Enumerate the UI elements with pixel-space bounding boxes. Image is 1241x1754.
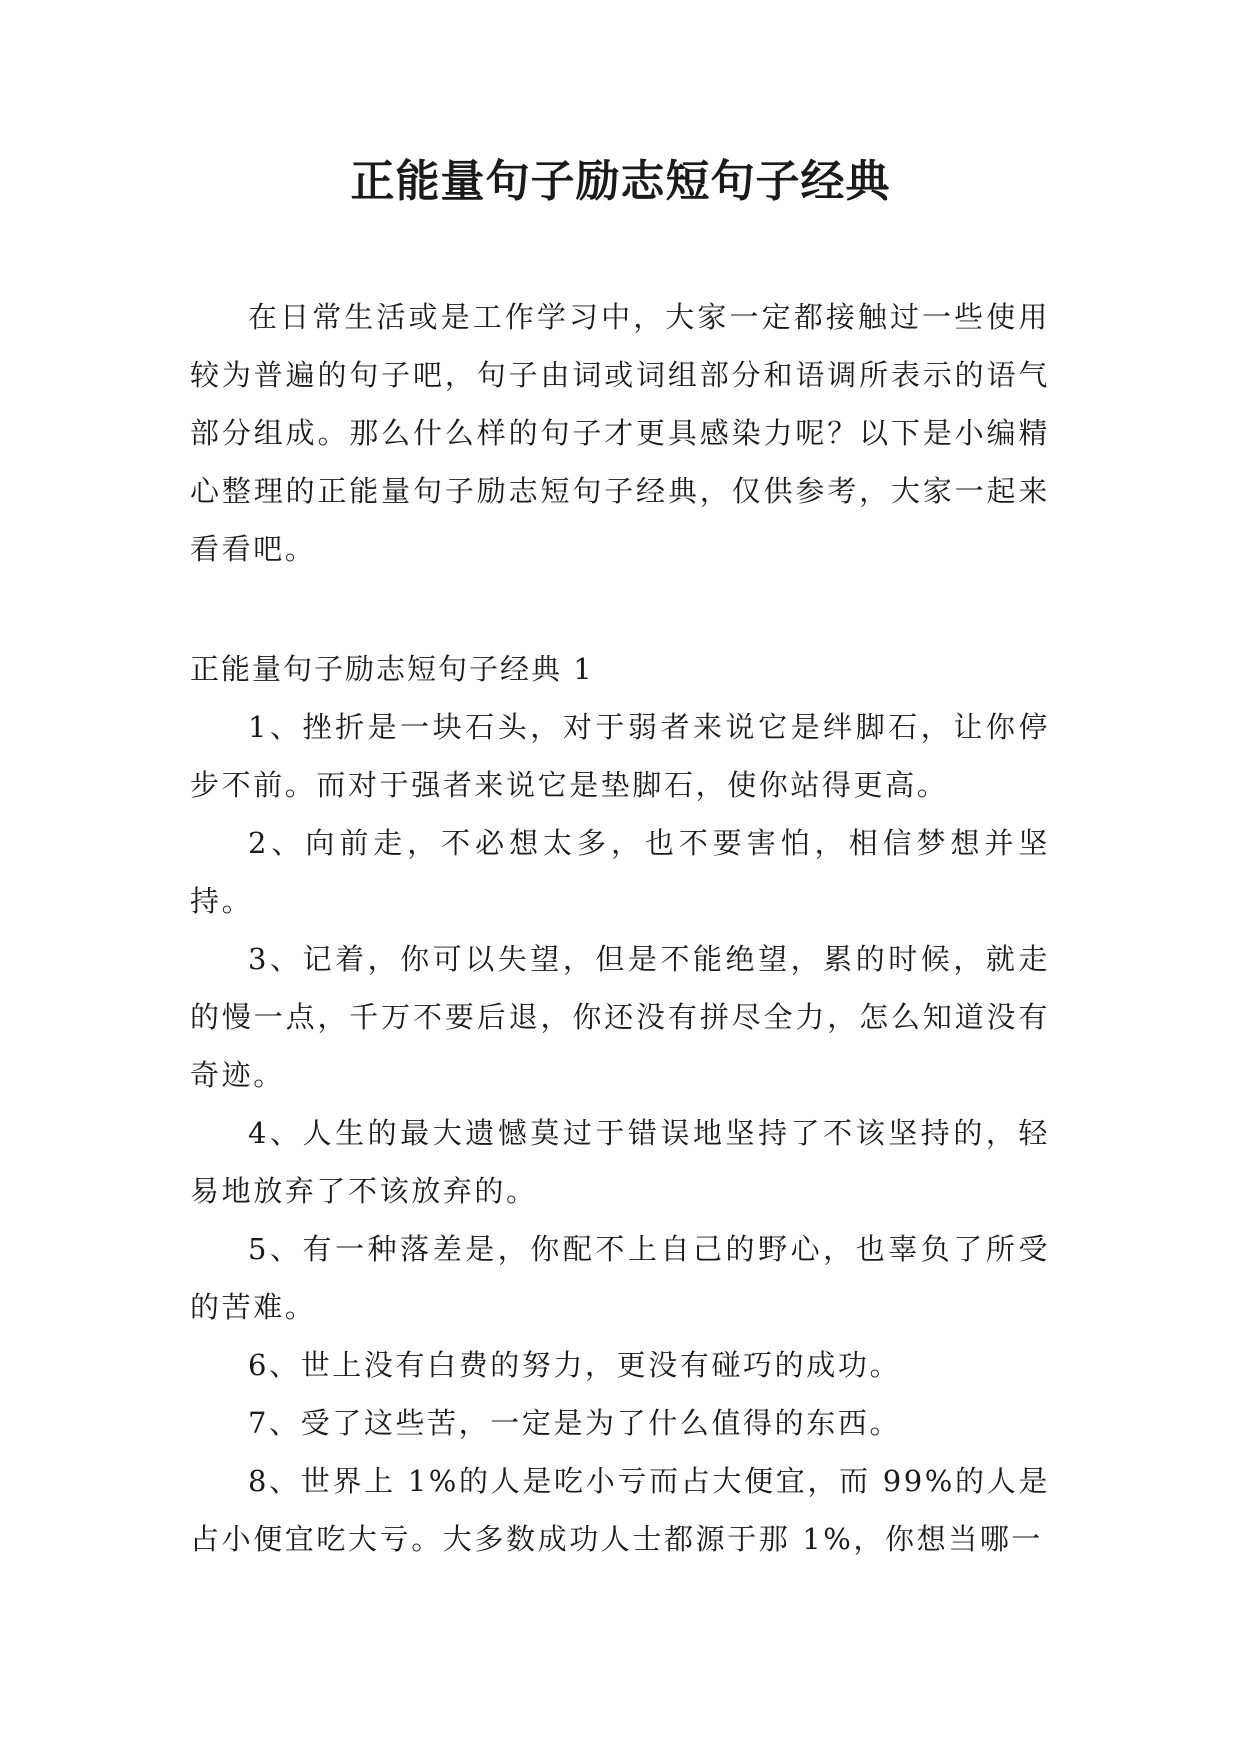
list-item: 5、有一种落差是，你配不上自己的野心，也辜负了所受的苦难。 xyxy=(190,1232,1050,1324)
intro-paragraph: 在日常生活或是工作学习中，大家一定都接触过一些使用较为普遍的句子吧，句子由词或词组部分和语调所表示的语气部分组成。那么什么样的句子才更具感染力呢？以下是小编精心整理的正能量句子励志短句子经典，仅供参考，大家一起来看看吧。 xyxy=(190,300,1050,566)
document-title: 正能量句子励志短句子经典 xyxy=(350,156,891,207)
list-item: 2、向前走，不必想太多，也不要害怕，相信梦想并坚持。 xyxy=(190,826,1050,918)
list-item: 8、世界上 1%的人是吃小亏而占大便宜，而 99%的人是占小便宜吃大亏。大多数成功人士都源于那 1%，你想当哪一 xyxy=(190,1464,1050,1556)
list-item: 1、挫折是一块石头，对于弱者来说它是绊脚石，让你停步不前。而对于强者来说它是垫脚石，使你站得更高。 xyxy=(190,710,1050,802)
list-item: 4、人生的最大遗憾莫过于错误地坚持了不该坚持的，轻易地放弃了不该放弃的。 xyxy=(190,1116,1050,1208)
list-item: 6、世上没有白费的努力，更没有碰巧的成功。 xyxy=(248,1348,902,1382)
section-heading: 正能量句子励志短句子经典 1 xyxy=(190,652,594,686)
sentence-list xyxy=(190,698,1050,1568)
list-item: 7、受了这些苦，一定是为了什么值得的东西。 xyxy=(248,1406,902,1440)
list-item: 3、记着，你可以失望，但是不能绝望，累的时候，就走的慢一点，千万不要后退，你还没有拼尽全力，怎么知道没有奇迹。 xyxy=(190,942,1050,1092)
